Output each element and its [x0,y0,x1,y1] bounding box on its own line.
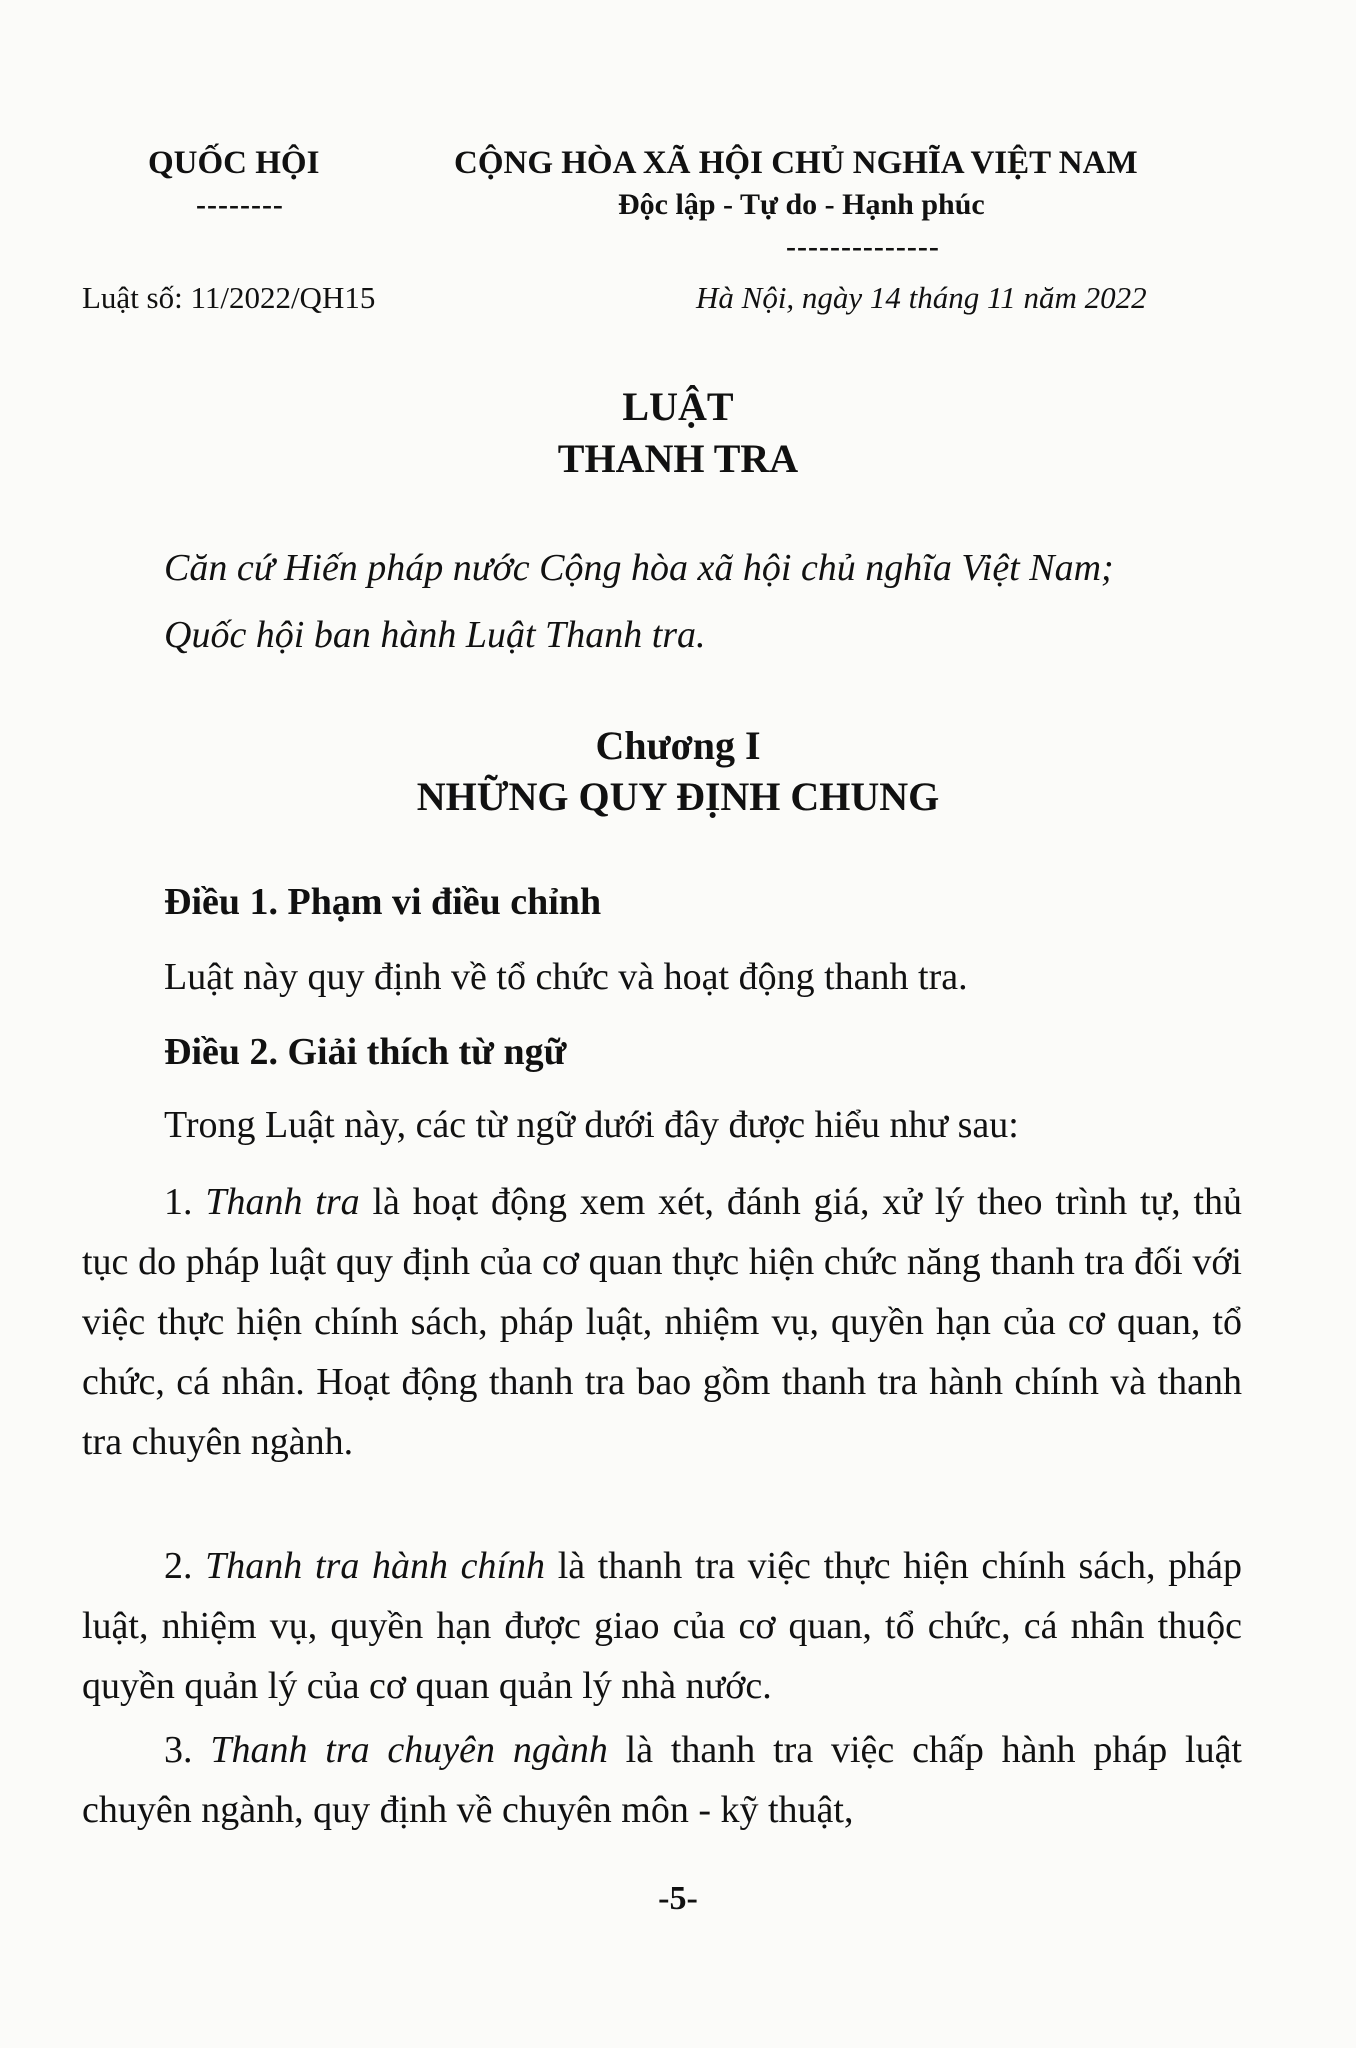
document-type: LUẬT [622,384,734,429]
item-number: 2. [164,1545,206,1587]
definition-text: là thanh tra việc thực hiện chính sách, pháp luật, nhiệm vụ, quyền hạn được giao của cơ quan, tổ chức, cá nhân thuộc quyền quản lý của cơ quan quản lý nhà nước. [82,1545,1242,1707]
article-1-text: Luật này quy định về tổ chức và hoạt động thanh tra. [164,956,968,998]
item-number: 1. [164,1181,206,1223]
defined-term: Thanh tra [205,1181,360,1223]
chapter-name: NHỮNG QUY ĐỊNH CHUNG [416,774,940,819]
national-motto: Độc lập - Tự do - Hạnh phúc [618,188,985,221]
page-number: -5- [658,1880,698,1917]
article-1-heading: Điều 1. Phạm vi điều chỉnh [164,881,602,923]
definition-text: là thanh tra việc chấp hành pháp luật chuyên ngành, quy định về chuyên môn - kỹ thuật, [82,1729,1242,1831]
chapter-label: Chương I [595,723,761,768]
law-number: Luật số: 11/2022/QH15 [82,280,376,315]
item-number: 3. [164,1729,211,1771]
definition-item-1 [82,1172,1242,1472]
document-title: THANH TRA [557,436,799,481]
defined-term: Thanh tra chuyên ngành [210,1729,608,1771]
preamble-line-2: Quốc hội ban hành Luật Thanh tra. [164,614,706,656]
article-2-intro: Trong Luật này, các từ ngữ dưới đây được hiểu như sau: [164,1104,1019,1146]
definition-item-2 [82,1536,1242,1716]
preamble-line-1: Căn cứ Hiến pháp nước Cộng hòa xã hội chủ nghĩa Việt Nam; [164,547,1114,589]
article-2-heading: Điều 2. Giải thích từ ngữ [164,1031,567,1073]
definition-item-3 [82,1720,1242,1840]
defined-term: Thanh tra hành chính [205,1545,546,1587]
place-date: Hà Nội, ngày 14 tháng 11 năm 2022 [696,280,1147,315]
issuer-underline: -------- [196,188,284,221]
issuer-title: QUỐC HỘI [148,145,320,181]
definition-text: là hoạt động xem xét, đánh giá, xử lý theo trình tự, thủ tục do pháp luật quy định của cơ quan thực hiện chức năng thanh tra đối với việc thực hiện chính sách, pháp luật, nhiệm vụ, quyền hạn của cơ quan, tổ chức, cá nhân. Hoạt động thanh tra bao gồm thanh tra hành chính và thanh tra chuyên ngành. [82,1181,1243,1463]
motto-underline: -------------- [786,230,940,263]
country-title: CỘNG HÒA XÃ HỘI CHỦ NGHĨA VIỆT NAM [454,145,1138,181]
